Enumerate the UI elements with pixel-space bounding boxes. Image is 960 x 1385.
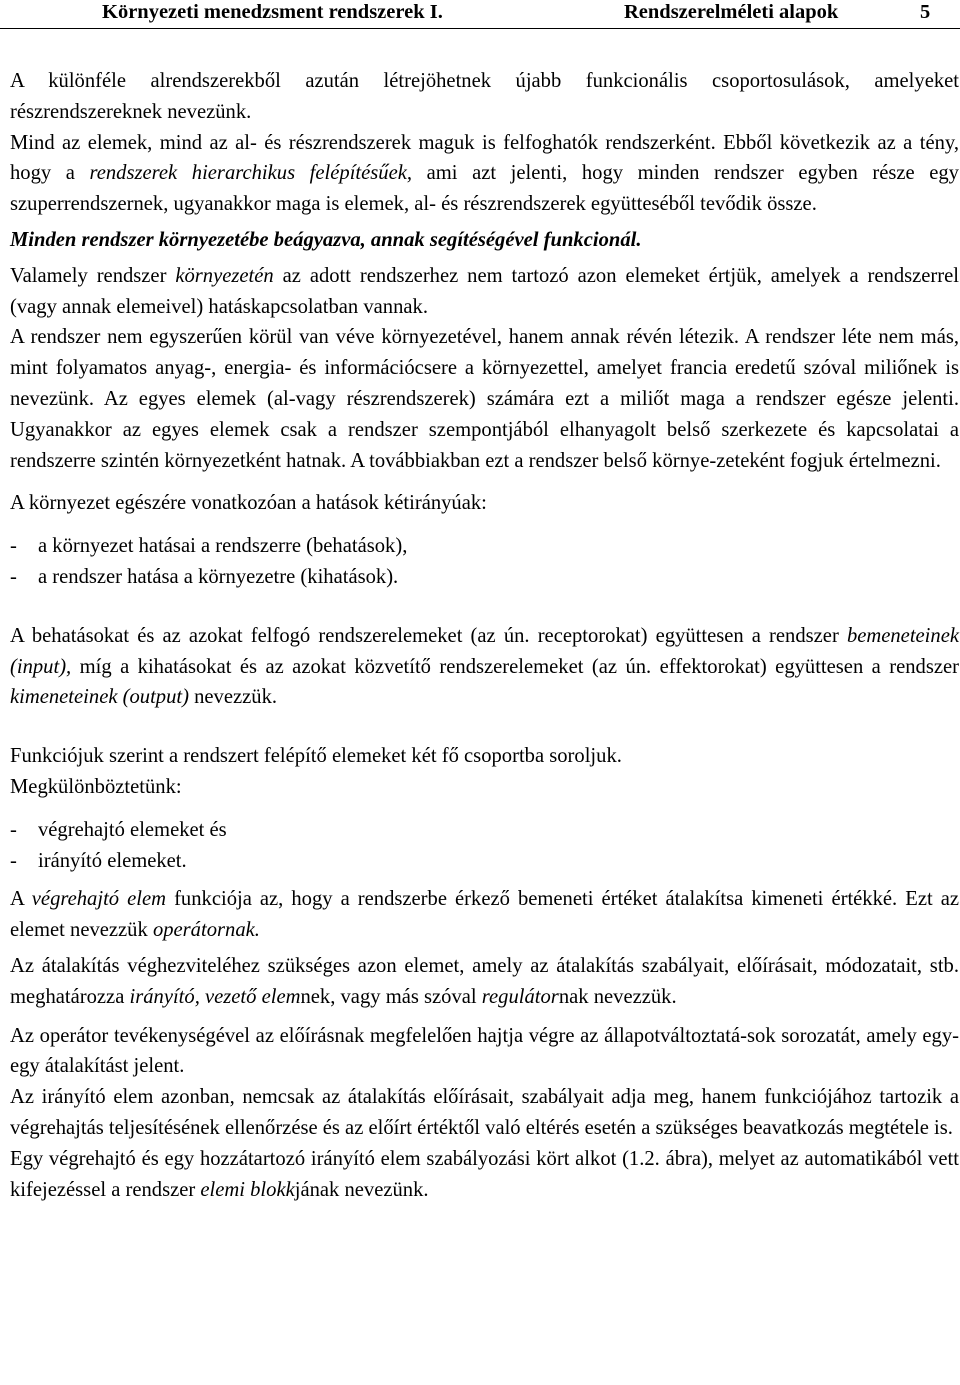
- paragraph-text: az adott rendszerhez nem tartozó azon elemeket értjük, amelyek a rendszerrel (vagy annak elemeivel) hatáskapcsolatban vannak.: [10, 264, 959, 318]
- paragraph-effects-intro: A környezet egészére vonatkozóan a hatások kétirányúak:: [10, 492, 487, 515]
- page-body: [10, 66, 959, 1205]
- list-item: [10, 562, 959, 593]
- list-item: [10, 846, 959, 877]
- emphasis-text: irányító, vezető elem: [129, 985, 301, 1008]
- paragraph-text: míg a kihatásokat és az azokat közvetítő rendszerelemeket (az ún. effektorokat) együttesen a rendszer: [71, 655, 959, 678]
- paragraph-text: nevezzük.: [188, 686, 278, 709]
- emphasis-text: környezetén: [175, 264, 274, 287]
- page-number: 5: [920, 1, 931, 23]
- paragraph-input-output: [10, 621, 959, 713]
- paragraph-text: ami azt jelenti, hogy minden rendszer egyben része egy szuperrendszernek, ugyanakkor maga is elemek, al- és részrendszerek együtteséből tevődik össze.: [10, 162, 959, 216]
- paragraph-environment-definition: [10, 261, 959, 323]
- emphasis-text: bemeneteinek (input),: [10, 624, 959, 678]
- emphasis-text: regulátor: [481, 985, 559, 1008]
- emphasis-text: kimeneteinek (output): [10, 686, 189, 709]
- list-item-text: irányító elemeket.: [38, 849, 187, 872]
- list-dash: -: [10, 849, 17, 872]
- paragraph-text: Megkülönböztetünk:: [10, 775, 182, 798]
- key-statement: Minden rendszer környezetébe beágyazva, annak segítéségével funkcionál.: [10, 228, 642, 251]
- paragraph-text: funkciója az, hogy a rendszerbe érkező bemeneti értéket átalakítsa kimeneti értékké. Ezt az elemet nevezzük: [10, 888, 960, 942]
- paragraph-subsystems: [10, 66, 959, 128]
- paragraph-text: Egy végrehajtó és egy hozzátartozó irányító elem szabályozási kört alkot (1.2. ábra), melyet az automatikából vett kifejezéssel a rendszer: [10, 1147, 959, 1201]
- list-item: [10, 815, 959, 846]
- paragraph-text: A különféle alrendszerekből azután létrejöhetnek újabb funkcionális csoportosulások, amelyeket részrendszereknek nevezünk.: [10, 70, 959, 123]
- paragraph-text: A: [10, 888, 32, 911]
- emphasis-text: végrehajtó elem: [31, 888, 167, 911]
- paragraph-text: Az átalakítás véghezviteléhez szükséges azon elemet, amely az átalakítás szabályait, előírásait, módozatait, stb. meghatározza: [10, 954, 959, 1008]
- effects-list: [10, 531, 959, 593]
- list-dash: -: [10, 818, 17, 841]
- paragraph-elementary-block: [10, 1144, 959, 1206]
- header-title-left: Környezeti menedzsment rendszerek I.: [102, 1, 443, 23]
- paragraph-text: jának nevezünk.: [294, 1178, 429, 1201]
- list-item-text: a környezet hatásai a rendszerre (behatások),: [38, 535, 408, 558]
- paragraph-text: nak nevezzük.: [558, 985, 677, 1008]
- list-item-text: a rendszer hatása a környezetre (kihatások).: [38, 565, 399, 588]
- paragraph-regulator: [10, 951, 959, 1013]
- paragraph-text: A behatásokat és az azokat felfogó rendszerelemeket (az ún. receptorokat) együttesen a rendszer: [10, 624, 847, 647]
- paragraph-operator: [10, 884, 959, 946]
- list-dash: -: [10, 535, 17, 558]
- paragraph-milieu: A rendszer nem egyszerűen körül van véve környezetével, hanem annak révén létezik. A rendszer léte nem más, mint folyamatos anyag-, energia- és információcsere a környezettel, amelyet francia eredetű szóval miliőnek is nevezünk. Az egyes elemek (al-vagy részrendszerek) számára ezt a miliőt maga a rendszer egésze jelenti. Ugyanakkor az egyes elemek csak a rendszer szempontjából elhanyagolt belső szerkezete és kapcsolatai a rendszerre szintén környezetként hatnak. A továbbiakban ezt a rendszer belső környe-zeteként fogjuk értelmezni.: [10, 326, 959, 472]
- paragraph-hierarchy: [10, 128, 959, 220]
- element-types-list: [10, 815, 959, 877]
- paragraph-text: Valamely rendszer: [10, 264, 176, 287]
- paragraph-controller-role: Az irányító elem azonban, nemcsak az átalakítás előírásait, szabályait adja meg, hanem funkciójához tartozik a végrehajtás teljesítésének ellenőrzése és az előírt értéktől való eltérés esetén a szükséges beavatkozás megtétele is.: [10, 1086, 959, 1139]
- paragraph-text: Funkciójuk szerint a rendszert felépítő elemeket két fő csoportba soroljuk.: [10, 745, 622, 768]
- emphasis-text: operátornak.: [152, 919, 260, 942]
- paragraph-text: nek, vagy más szóval: [300, 985, 482, 1008]
- emphasis-text: rendszerek hierarchikus felépítésűek,: [89, 162, 413, 185]
- list-item-text: végrehajtó elemeket és: [38, 818, 227, 841]
- paragraph-operator-activity: Az operátor tevékenységével az előírásnak megfelelően hajtja végre az állapotváltoztatá-sok sorozatát, amely egy-egy átalakítást jelent.: [10, 1024, 959, 1078]
- emphasis-text: elemi blokk: [200, 1178, 295, 1201]
- running-header: [0, 0, 960, 29]
- paragraph-element-groups: [10, 741, 959, 803]
- header-title-right: Rendszerelméleti alapok: [624, 1, 839, 23]
- list-dash: -: [10, 565, 17, 588]
- list-item: [10, 531, 959, 562]
- paragraph-text: Mind az elemek, mind az al- és részrendszerek maguk is felfoghatók rendszerként. Ebből következik az a tény, hogy a: [10, 131, 959, 185]
